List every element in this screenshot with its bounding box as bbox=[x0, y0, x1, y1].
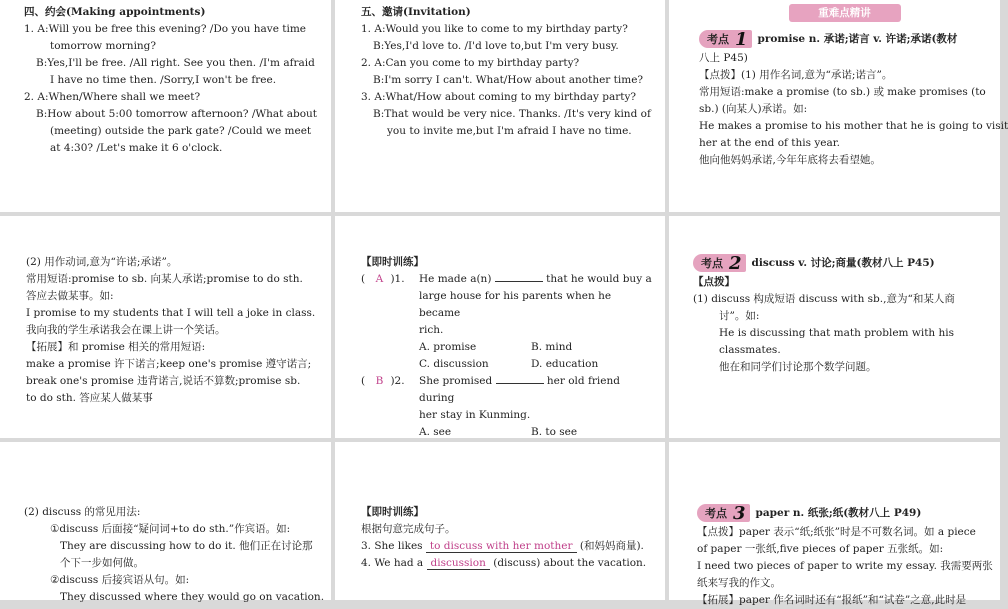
text-line: (2) 用作动词,意为“许诺;承诺”。 bbox=[26, 256, 178, 268]
text-line: 我向我的学生承诺我会在课上讲一个笑话。 bbox=[26, 324, 226, 336]
question-2 bbox=[361, 373, 655, 407]
option: B. mind bbox=[531, 341, 573, 353]
text-line: 【拓展】和 promise 相关的常用短语: bbox=[26, 341, 206, 353]
sentence-text: 3. She likes bbox=[361, 540, 423, 552]
kaodian-label: 考点 bbox=[707, 32, 729, 46]
text-line: 【点拨】 bbox=[693, 276, 735, 288]
panel-exercise-1 bbox=[335, 216, 665, 438]
text-line: 【点拨】(1) 用作名词,意为“承诺;诺言”。 bbox=[699, 69, 893, 81]
text-line: 1. A:Would you like to come to my birthday party? bbox=[361, 23, 628, 35]
kaodian-title: promise n. 承诺;诺言 v. 许诺;承诺(教材 bbox=[757, 32, 958, 45]
exercise-instruction: 根据句意完成句子。 bbox=[361, 523, 456, 535]
options-row bbox=[361, 339, 655, 356]
kaodian-title: discuss v. 讨论;商量(教材八上 P45) bbox=[751, 256, 935, 269]
text-line: her stay in Kunming. bbox=[419, 409, 531, 421]
text-line: sb.) (向某人)承诺。如: bbox=[699, 103, 808, 115]
text-line: 纸来写我的作文。 bbox=[697, 577, 781, 589]
exercise-heading: 【即时训练】 bbox=[361, 256, 424, 268]
text-line: large house for his parents when he became bbox=[419, 290, 612, 319]
kaodian-number: 1 bbox=[735, 28, 748, 50]
kaodian-number: 3 bbox=[733, 502, 746, 524]
text-line: 个下一步如何做。 bbox=[60, 557, 144, 569]
panel-appointments bbox=[0, 0, 331, 212]
exercise-heading: 【即时训练】 bbox=[361, 506, 424, 518]
kaodian-title-cont: 八上 P45) bbox=[699, 52, 748, 64]
kaodian-title: paper n. 纸张;纸(教材八上 P49) bbox=[755, 506, 922, 519]
text-line: B:Yes,I'll be free. /All right. See you then. /I'm afraid bbox=[36, 57, 315, 69]
options-row bbox=[361, 424, 655, 441]
sentence-text: (和妈妈商量). bbox=[579, 540, 644, 552]
options-row bbox=[361, 356, 655, 373]
option: A. see bbox=[419, 426, 452, 438]
text-line: to do sth. 答应某人做某事 bbox=[26, 392, 153, 404]
text-line: her at the end of this year. bbox=[699, 137, 840, 149]
text-line: 【点拨】paper 表示“纸;纸张”时是不可数名词。如 a piece bbox=[697, 526, 976, 538]
option: B. to see bbox=[531, 426, 578, 438]
kaodian-badge bbox=[693, 254, 746, 272]
filled-answer: to discuss with her mother bbox=[426, 540, 577, 553]
question-prefix: ( B )2. bbox=[361, 373, 419, 407]
text-line: He makes a promise to his mother that he is going to visit bbox=[699, 120, 1008, 132]
option: C. discussion bbox=[419, 358, 489, 370]
text-line: 他向他妈妈承诺,今年年底将去看望她。 bbox=[699, 154, 881, 166]
answer-blank bbox=[496, 383, 544, 384]
panel-promise bbox=[669, 0, 1008, 212]
question-text bbox=[419, 271, 655, 288]
answer-blank bbox=[495, 281, 543, 282]
text-line: ①discuss 后面接“疑问词+to do sth.”作宾语。如: bbox=[50, 523, 291, 535]
text-line: tomorrow morning? bbox=[50, 40, 157, 52]
text-line: 常用短语:promise to sb. 向某人承诺;promise to do sth. bbox=[26, 273, 303, 285]
text-line: 他在和同学们讨论那个数学问题。 bbox=[719, 361, 877, 373]
option: D. education bbox=[531, 358, 599, 370]
sentence-3 bbox=[361, 538, 655, 555]
question-stem: her old friend during bbox=[419, 375, 620, 404]
kaodian-number: 2 bbox=[729, 252, 742, 274]
text-line: 3. A:What/How about coming to my birthday party? bbox=[361, 91, 637, 103]
kaodian-badge bbox=[699, 30, 752, 48]
text-line: B:How about 5:00 tomorrow afternoon? /What about bbox=[36, 108, 318, 120]
text-line: I promise to my students that I will tell a joke in class. bbox=[26, 307, 316, 319]
question-1 bbox=[361, 271, 655, 288]
panel-discuss bbox=[669, 216, 1000, 438]
sentence-4 bbox=[361, 555, 655, 572]
question-stem: that he would buy a bbox=[546, 273, 652, 285]
sentence-text: (discuss) about the vacation. bbox=[493, 557, 647, 569]
text-line: (2) discuss 的常见用法: bbox=[24, 506, 141, 518]
text-line: B:Yes,I'd love to. /I'd love to,but I'm very busy. bbox=[373, 40, 619, 52]
option: A. promise bbox=[419, 341, 477, 353]
question-number: )2. bbox=[390, 375, 405, 387]
question-stem: He made a(n) bbox=[419, 273, 492, 285]
text-line: (1) discuss 构成短语 discuss with sb.,意为“和某人商 bbox=[693, 293, 955, 305]
panel-discuss-usage bbox=[0, 442, 331, 603]
question-text bbox=[419, 373, 655, 407]
text-line: He is discussing that math problem with his bbox=[719, 327, 955, 339]
text-line: 2. A:When/Where shall we meet? bbox=[24, 91, 201, 103]
text-line: B:That would be very nice. Thanks. /It's very kind of bbox=[373, 108, 651, 120]
kaodian-header bbox=[693, 254, 990, 272]
text-line: 讨”。如: bbox=[719, 310, 760, 322]
kaodian-header bbox=[699, 30, 990, 48]
text-line: you to invite me,but I'm afraid I have no time. bbox=[387, 125, 632, 137]
text-line: break one's promise 违背诺言,说话不算数;promise sb. bbox=[26, 375, 301, 387]
section-heading: 四、约会(Making appointments) bbox=[24, 6, 206, 18]
section-heading: 五、邀请(Invitation) bbox=[361, 6, 471, 18]
text-line: ②discuss 后接宾语从句。如: bbox=[50, 574, 190, 586]
panel-promise-verb bbox=[0, 216, 331, 438]
text-line: They are discussing how to do it. 他们正在讨论那 bbox=[60, 540, 313, 552]
text-line: rich. bbox=[419, 324, 444, 336]
answer-1: A bbox=[375, 273, 384, 285]
text-line: 2. A:Can you come to my birthday party? bbox=[361, 57, 580, 69]
text-line: 答应去做某事。如: bbox=[26, 290, 114, 302]
text-line: (meeting) outside the park gate? /Could we meet bbox=[50, 125, 312, 137]
text-line: I need two pieces of paper to write my essay. 我需要两张 bbox=[697, 560, 993, 572]
text-line: B:I'm sorry I can't. What/How about another time? bbox=[373, 74, 644, 86]
filled-answer: discussion bbox=[427, 557, 490, 570]
kaodian-badge bbox=[697, 504, 750, 522]
text-line: of paper 一张纸,five pieces of paper 五张纸。如: bbox=[697, 543, 944, 555]
text-line: 常用短语:make a promise (to sb.) 或 make promises (to bbox=[699, 86, 986, 98]
sentence-text: 4. We had a bbox=[361, 557, 424, 569]
text-line: at 4:30? /Let's make it 6 o'clock. bbox=[50, 142, 223, 154]
text-line: 【拓展】paper 作名词时还有“报纸”和“试卷”之意,此时是 bbox=[697, 594, 967, 606]
kaodian-header bbox=[697, 504, 990, 522]
question-prefix: ( A )1. bbox=[361, 271, 419, 288]
section-banner: 重难点精讲 bbox=[789, 4, 901, 22]
panel-exercise-2 bbox=[335, 442, 665, 600]
answer-2: B bbox=[375, 375, 384, 387]
panel-paper bbox=[669, 442, 1000, 606]
question-stem: She promised bbox=[419, 375, 493, 387]
panel-invitation bbox=[335, 0, 665, 212]
question-number: )1. bbox=[390, 273, 405, 285]
kaodian-label: 考点 bbox=[705, 506, 727, 520]
text-line: I have no time then. /Sorry,I won't be free. bbox=[50, 74, 277, 86]
text-line: 1. A:Will you be free this evening? /Do you have time bbox=[24, 23, 307, 35]
kaodian-label: 考点 bbox=[701, 256, 723, 270]
text-line: make a promise 许下诺言;keep one's promise 遵守诺言; bbox=[26, 358, 312, 370]
text-line: They discussed where they would go on vacation. bbox=[60, 591, 325, 603]
text-line: classmates. bbox=[719, 344, 781, 356]
